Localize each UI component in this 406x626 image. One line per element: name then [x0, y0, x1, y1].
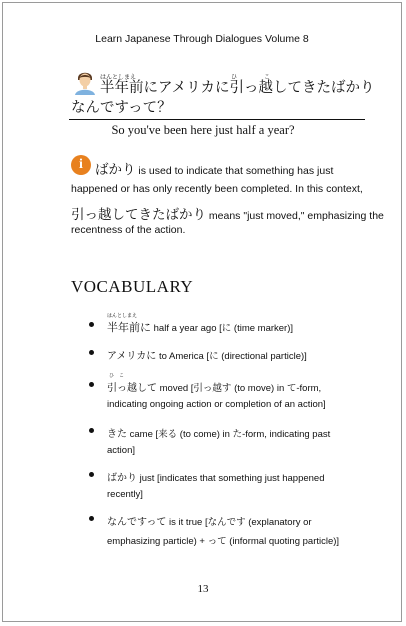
info-icon: i: [71, 155, 91, 175]
vocab-item-line-1: [107, 373, 322, 394]
vocab-definition: half a year ago [に (time marker)]: [151, 323, 294, 334]
vocab-definition: moved [引っ越す (to move) in て-form,: [157, 383, 322, 394]
dialogue-translation: So you've been here just half a year?: [111, 123, 295, 137]
vocab-definition-cont: recently]: [107, 489, 143, 500]
furigana-hi: ひ: [231, 74, 238, 81]
note-line-2: happened or has only recently been completed. In this context,: [71, 183, 363, 195]
note-line-1: [95, 158, 333, 178]
vocab-term-text: ばかり: [107, 473, 137, 484]
note-line-3-text: means "just moved," emphasizing the: [206, 210, 384, 222]
bullet-icon: [89, 516, 94, 521]
note-term-hikkoshite: 引っ越してきたばかり: [71, 207, 206, 223]
vocab-term: [107, 313, 151, 335]
vocab-term-text: 半年前に: [107, 321, 151, 334]
vocab-definition: is it true [なんです (explanatory or: [166, 517, 312, 528]
vocab-item-line-1: [107, 347, 307, 362]
bullet-icon: [89, 382, 94, 387]
vocab-term-text: 引っ越して: [107, 383, 157, 394]
note-line-3: [71, 203, 384, 223]
book-page: [2, 2, 402, 622]
vocab-definition-cont: indicating ongoing action or completion of an action]: [107, 399, 326, 410]
vocab-term-text: アメリカに: [107, 351, 157, 362]
running-header: Learn Japanese Through Dialogues Volume 8: [95, 33, 309, 45]
vocab-term: [107, 373, 157, 394]
bullet-icon: [89, 428, 94, 433]
bullet-icon: [89, 472, 94, 477]
vocab-item-line-1: [107, 425, 330, 440]
vocab-item-line-1: [107, 513, 312, 528]
dialogue-line-1: 半年前にアメリカに引っ越してきたばかり: [100, 80, 375, 96]
vocab-furigana: はんとしまえ: [107, 313, 138, 319]
note-term-bakari: ばかり: [95, 162, 136, 178]
vocab-definition: just [indicates that something just happened: [137, 473, 325, 484]
furigana-hantoshimae: はんとしまえ: [100, 74, 137, 81]
vocab-definition-cont: emphasizing particle) + って (informal quoting particle)]: [107, 536, 340, 547]
vocab-furigana: ひ こ: [109, 373, 125, 379]
vocab-definition: came [来る (to come) in た-form, indicating past: [127, 429, 331, 440]
vocab-definition: to America [に (directional particle)]: [156, 351, 307, 362]
vocabulary-heading: VOCABULARY: [71, 277, 194, 296]
speaker-avatar-icon: [73, 67, 97, 95]
page-number: 13: [197, 583, 209, 595]
dialogue-line-2: なんですって？: [71, 100, 172, 116]
vocab-item-line-1: [107, 469, 324, 484]
vocab-definition-cont: action]: [107, 445, 135, 456]
vocab-term-text: なんですって: [107, 517, 167, 528]
bullet-icon: [89, 350, 94, 355]
note-line-4: recentness of the action.: [71, 224, 186, 236]
bullet-icon: [89, 322, 94, 327]
vocab-item-line-1: [107, 313, 294, 335]
note-line-1-text: is used to indicate that something has just: [135, 165, 334, 177]
dialogue-underline: [69, 119, 365, 120]
vocab-term-text: きた: [107, 429, 127, 440]
furigana-ko: こ: [264, 74, 271, 81]
